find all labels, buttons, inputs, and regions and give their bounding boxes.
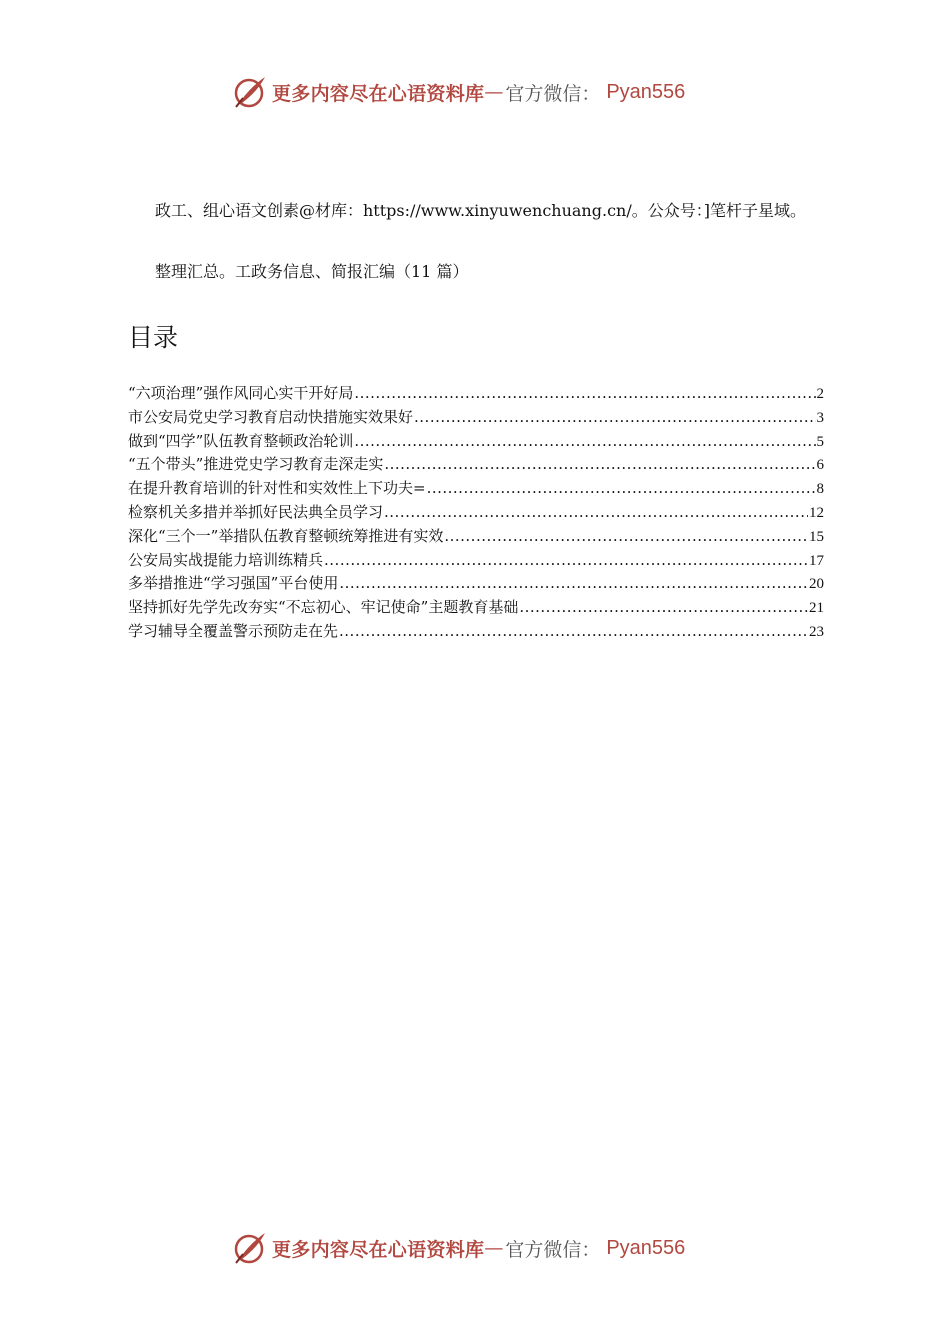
toc-entry-title: 坚持抓好先学先改夯实“不忘初心、牢记使命”主题教育基础 [128, 598, 519, 617]
toc-leader-dots [427, 479, 816, 497]
toc-entry-page: 17 [809, 552, 824, 569]
toc-entry-title: 做到“四学”队伍教育整顿政治轮训 [128, 431, 354, 450]
toc-entry-page: 15 [809, 528, 824, 545]
toc-entry-title: 检察机关多措并举抓好民法典全员学习 [128, 502, 384, 521]
toc-entry-page: 2 [816, 386, 824, 402]
banner-wechat-label: 官方微信： [505, 82, 601, 105]
toc-entry-page: 8 [816, 481, 824, 498]
toc-entry-page: 6 [816, 457, 824, 474]
banner-title: 更多内容尽在心语资料库 [272, 1238, 485, 1261]
toc-entry-page: 5 [816, 433, 824, 450]
toc-entry-page: 12 [809, 504, 824, 521]
toc-leader-dots [339, 622, 808, 640]
toc-entry[interactable] [128, 501, 824, 525]
toc-entry[interactable] [128, 525, 824, 549]
toc-entry[interactable] [128, 572, 824, 596]
banner-wechat-id: Pyan556 [606, 1236, 686, 1259]
toc-entry-title: “五个带头”推进党史学习教育走深走实 [128, 455, 384, 474]
toc-entry-page: 3 [816, 409, 824, 426]
toc-entry-title: 市公安局党史学习教育启动快措施实效果好 [128, 407, 414, 426]
toc-leader-dots [444, 527, 808, 545]
header-banner [232, 72, 732, 112]
toc-leader-dots [339, 574, 808, 592]
toc-entry-page: 20 [809, 576, 824, 593]
toc-entry[interactable] [128, 477, 824, 501]
toc-leader-dots [519, 598, 808, 616]
toc-entry-title: 在提升教育培训的针对性和实效性上下功夫= [128, 479, 426, 498]
toc-title: 目录 [128, 323, 179, 352]
toc-entry[interactable] [128, 596, 824, 620]
toc-entry[interactable] [128, 406, 824, 430]
intro-line-2: 整理汇总。工政务信息、简报汇编（11 篇） [155, 262, 469, 281]
quill-logo-icon [232, 74, 268, 110]
toc-entry[interactable] [128, 382, 824, 406]
toc-leader-dots [384, 455, 815, 473]
toc-leader-dots [354, 384, 815, 402]
toc-leader-dots [384, 503, 808, 521]
toc-entry[interactable] [128, 453, 824, 477]
toc-entry-title: 多举措推进“学习强国”平台使用 [128, 574, 339, 593]
toc-entry[interactable] [128, 549, 824, 573]
toc-leader-dots [324, 551, 808, 569]
toc-leader-dots [414, 408, 815, 426]
toc-entry-title: 学习辅导全覆盖警示预防走在先 [128, 621, 339, 640]
banner-title: 更多内容尽在心语资料库 [272, 82, 485, 105]
banner-wechat-id: Pyan556 [606, 80, 686, 103]
toc-entry-title: 深化“三个一”举措队伍教育整顿统筹推进有实效 [128, 526, 444, 545]
toc-leader-dots [354, 432, 815, 450]
toc-entry-title: “六项治理”强作风同心实干开好局 [128, 384, 354, 402]
toc-entry-page: 23 [809, 623, 824, 640]
banner-separator: — [484, 81, 504, 103]
toc-entry-page: 21 [809, 600, 824, 617]
toc-entry[interactable] [128, 620, 824, 644]
intro-line-1: 政工、组心语文创素@材库：https://www.xinyuwenchuang.cn/。公众号：]笔杆子星域。 [155, 201, 806, 220]
banner-separator: — [484, 1237, 504, 1259]
banner-wechat-label: 官方微信： [505, 1238, 601, 1261]
table-of-contents [128, 382, 824, 644]
quill-logo-icon [232, 1230, 268, 1266]
footer-banner [232, 1228, 732, 1268]
toc-entry[interactable] [128, 430, 824, 454]
toc-entry-title: 公安局实战提能力培训练精兵 [128, 550, 324, 569]
